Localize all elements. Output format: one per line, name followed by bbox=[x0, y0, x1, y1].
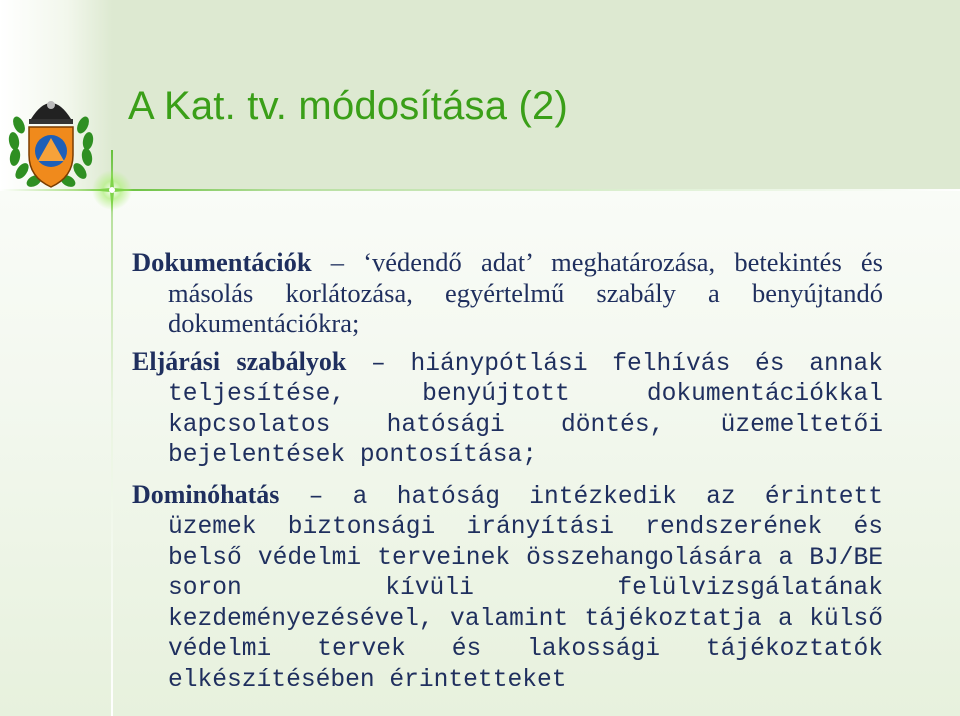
term-label: Eljárási szabályok bbox=[132, 346, 347, 376]
horizontal-divider bbox=[0, 189, 960, 191]
list-item bbox=[132, 347, 883, 472]
list-item bbox=[132, 247, 883, 339]
dash: – bbox=[279, 483, 353, 511]
vertical-divider bbox=[111, 150, 113, 716]
dash: – bbox=[311, 247, 364, 277]
slide-body bbox=[132, 247, 883, 696]
list-item bbox=[132, 480, 883, 697]
item-text: ‘védendő adat’ meghatározása, betekintés és másolás korlátozása, egyértelmű szabály a benyújtandó dokumentációkra; bbox=[168, 247, 883, 338]
item-text: a hatóság intézkedik az érintett üzemek biztonsági irányítási rendszerének és belső védelmi terveinek összehangolására a BJ/BE soron kívüli felülvizsgálatának kezdeményezésével, valamint tájékoztatja a külső védelmi tervek és lakossági tájékoztatók elkészítésében érintetteket bbox=[168, 483, 884, 694]
page-title: A Kat. tv. módosítása (2) bbox=[128, 84, 568, 128]
item-text: hiánypótlási felhívás és annak teljesítése, benyújtott dokumentációkkal kapcsolatos hatósági döntés, üzemeltetői bejelentések pontosítása; bbox=[168, 350, 883, 469]
civil-protection-emblem-icon bbox=[5, 85, 97, 195]
dash: – bbox=[346, 350, 411, 378]
term-label: Dominóhatás bbox=[132, 479, 280, 509]
sparkle-icon bbox=[86, 164, 138, 216]
term-label: Dokumentációk bbox=[132, 247, 312, 277]
